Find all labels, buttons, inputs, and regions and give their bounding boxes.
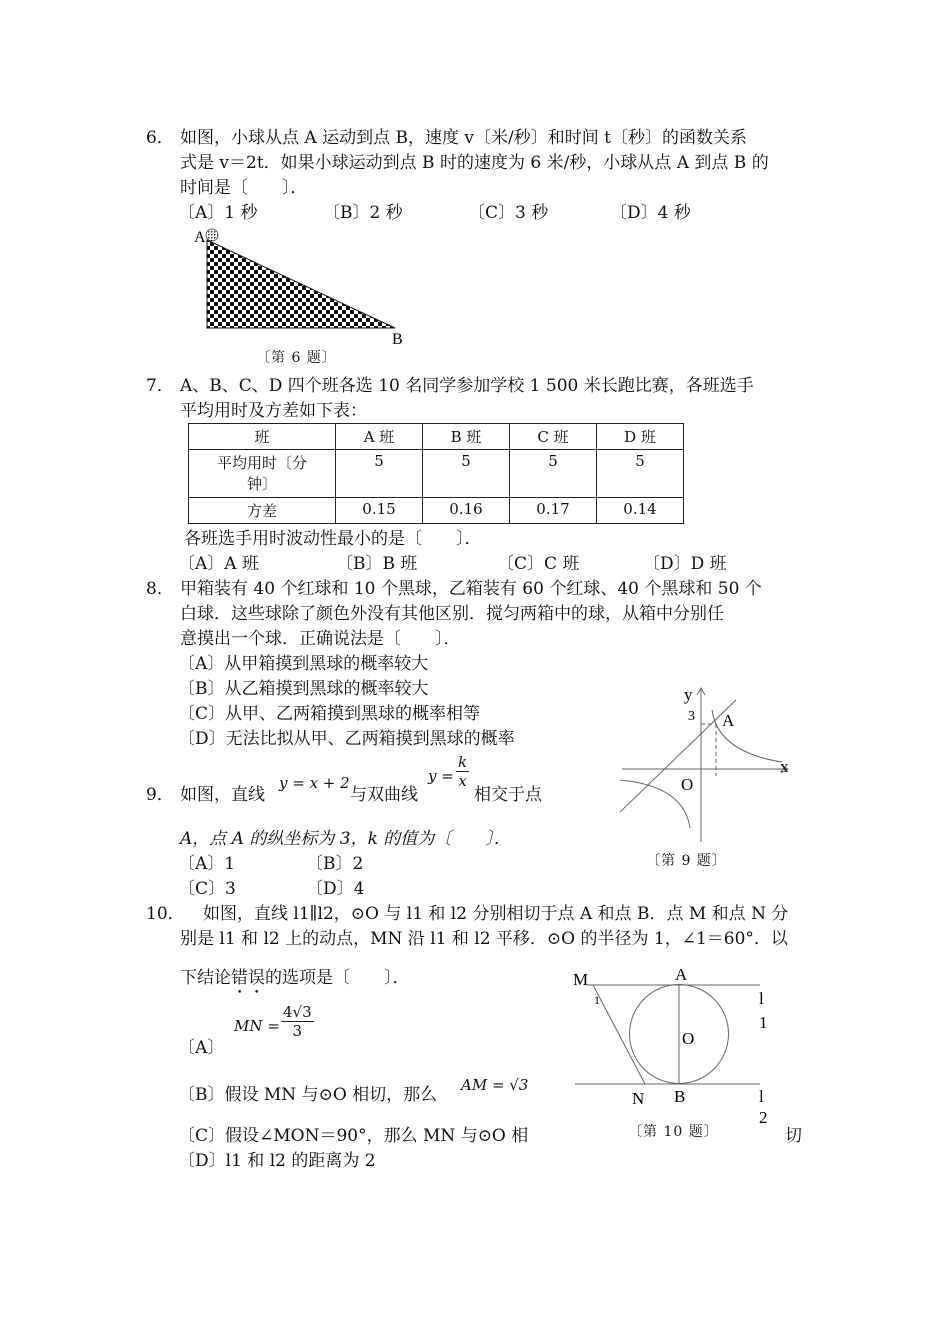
q8-option-a[interactable]: 〔A〕从甲箱摸到黑球的概率较大 bbox=[178, 654, 429, 674]
q7-option-d[interactable]: 〔D〕D 班 bbox=[643, 554, 727, 574]
fig10-label-l1-sub: 1 bbox=[759, 1013, 768, 1032]
q9-line2: A，点 A 的纵坐标为 3，k 的值为〔 〕． bbox=[180, 829, 511, 849]
fig9-label-3: 3 bbox=[688, 709, 695, 724]
q9-line1-pre: 如图，直线 bbox=[180, 785, 265, 805]
table-header-c: C 班 bbox=[510, 424, 597, 450]
segment-mn bbox=[593, 985, 645, 1084]
q7-option-c[interactable]: 〔C〕C 班 bbox=[497, 554, 580, 574]
q7-number: 7． bbox=[146, 376, 174, 396]
q9-hyperbola-fraction bbox=[456, 753, 469, 790]
fig6-label-b: B bbox=[392, 331, 403, 348]
q8-number: 8． bbox=[146, 579, 174, 599]
fig10-label-a: A bbox=[675, 965, 688, 984]
fig9-label-o: O bbox=[681, 775, 694, 794]
hyperbola-branch-2 bbox=[620, 780, 690, 828]
fig10-label-n: N bbox=[632, 1089, 645, 1108]
q10-option-a-label[interactable]: 〔A〕 bbox=[178, 1038, 225, 1058]
q8-line3: 意摸出一个球．正确说法是〔 〕． bbox=[180, 629, 461, 649]
q10-caption: 〔第 10 题〕 bbox=[628, 1124, 719, 1140]
q10-option-c[interactable]: 〔C〕假设∠MON＝90°，那么 MN 与⊙O 相 bbox=[178, 1126, 529, 1146]
fig10-label-angle-1: 1 bbox=[594, 993, 600, 1007]
slope-triangle bbox=[207, 240, 395, 328]
q10-line1: 如图，直线 l1∥l2，⊙O 与 l1 和 l2 分别相切于点 A 和点 B．点 M 和点 N 分 bbox=[203, 904, 789, 924]
q6-line2: 式是 v＝2t．如果小球运动到点 B 时的速度为 6 米/秒，小球从点 A 到点 B 的 bbox=[180, 153, 769, 173]
q8-line1: 甲箱装有 40 个红球和 10 个黑球，乙箱装有 60 个红球、40 个黑球和 50 个 bbox=[180, 579, 762, 599]
q7-line1: A、B、C、D 四个班各选 10 名同学参加学校 1 500 米长跑比赛，各班选手 bbox=[180, 376, 754, 396]
table-header-class: 班 bbox=[189, 424, 336, 450]
q6-caption: 〔第 6 题〕 bbox=[256, 350, 337, 366]
q6-option-a[interactable]: 〔A〕1 秒 bbox=[178, 203, 258, 223]
q8-option-c[interactable]: 〔C〕从甲、乙两箱摸到黑球的概率相等 bbox=[178, 704, 481, 724]
table-cell: 0.16 bbox=[423, 498, 510, 524]
q6-line1: 如图，小球从点 A 运动到点 B，速度 v〔米/秒〕和时间 t〔秒〕的函数关系 bbox=[180, 128, 747, 148]
q8-line2: 白球．这些球除了颜色外没有其他区别．搅匀两箱中的球，从箱中分别任 bbox=[180, 604, 724, 624]
fig10-label-o: O bbox=[682, 1029, 695, 1048]
frac-numerator: 4√3 bbox=[283, 1003, 312, 1021]
fig9-label-y: y bbox=[684, 685, 693, 704]
q10-emphasis-wrong: 错误 bbox=[231, 968, 265, 988]
fig10-label-m: M bbox=[573, 970, 589, 989]
q7-option-a[interactable]: 〔A〕A 班 bbox=[178, 554, 259, 574]
q10-option-d[interactable]: 〔D〕l1 和 l2 的距离为 2 bbox=[178, 1151, 376, 1171]
table-cell: 5 bbox=[597, 450, 684, 498]
q6-line3: 时间是〔 〕． bbox=[180, 178, 308, 198]
q6-option-d[interactable]: 〔D〕4 秒 bbox=[610, 203, 691, 223]
table-row bbox=[189, 498, 684, 524]
q9-line-equation: y = x + 2 bbox=[279, 774, 350, 792]
q10-figure-circle bbox=[565, 960, 795, 1130]
q6-number: 6． bbox=[146, 128, 174, 148]
line-y-x-plus-2 bbox=[620, 700, 736, 812]
q10-line2: 别是 l1 和 l2 上的动点，MN 沿 l1 和 l2 平移．⊙O 的半径为 1，∠1＝60°．以 bbox=[180, 929, 788, 949]
q9-line1-mid: 与双曲线 bbox=[350, 785, 418, 805]
table-row-label-variance: 方差 bbox=[189, 498, 336, 524]
q9-figure-graph bbox=[612, 680, 802, 850]
fig10-label-l1-letter: l bbox=[759, 989, 764, 1008]
table-cell: 0.14 bbox=[597, 498, 684, 524]
q9-line1-post: 相交于点 bbox=[474, 785, 542, 805]
q9-caption: 〔第 9 题〕 bbox=[646, 853, 727, 869]
table-row bbox=[189, 450, 684, 498]
q9-option-a[interactable]: 〔A〕1 bbox=[178, 854, 236, 874]
table-cell: 0.15 bbox=[336, 498, 423, 524]
table-row-label-mean: 平均用时〔分 钟〕 bbox=[189, 450, 336, 498]
q7-line2: 平均用时及方差如下表： bbox=[180, 401, 367, 421]
variance-table bbox=[188, 423, 684, 524]
q8-option-d[interactable]: 〔D〕无法比拟从甲、乙两箱摸到黑球的概率 bbox=[178, 729, 515, 749]
frac-denominator-x: x bbox=[458, 772, 467, 790]
table-header-a: A 班 bbox=[336, 424, 423, 450]
q9-number: 9． bbox=[146, 785, 174, 805]
table-cell: 5 bbox=[336, 450, 423, 498]
q9-hyperbola-y: y = bbox=[428, 767, 454, 785]
fig10-label-l2-letter: l bbox=[759, 1087, 764, 1106]
q10-option-b[interactable]: 〔B〕假设 MN 与⊙O 相切，那么 bbox=[178, 1085, 438, 1105]
q10-option-a-lhs: MN = bbox=[234, 1017, 280, 1035]
q10-option-c-tail: 切 bbox=[785, 1126, 802, 1146]
q6-option-b[interactable]: 〔B〕2 秒 bbox=[323, 203, 403, 223]
table-cell: 0.17 bbox=[510, 498, 597, 524]
q8-option-b[interactable]: 〔B〕从乙箱摸到黑球的概率较大 bbox=[178, 679, 429, 699]
q10-option-a-fraction bbox=[281, 1003, 314, 1040]
q6-option-c[interactable]: 〔C〕3 秒 bbox=[468, 203, 549, 223]
frac-denominator: 3 bbox=[292, 1022, 303, 1040]
table-header-d: D 班 bbox=[597, 424, 684, 450]
table-row bbox=[189, 424, 684, 450]
q10-line3: 下结论错误的选项是〔 〕． bbox=[180, 968, 410, 988]
q10-number: 10． bbox=[146, 904, 185, 924]
fig10-label-l2-sub: 2 bbox=[759, 1108, 768, 1127]
ball-icon bbox=[206, 229, 218, 241]
frac-numerator-k: k bbox=[458, 753, 468, 771]
q7-option-b[interactable]: 〔B〕B 班 bbox=[336, 554, 418, 574]
table-cell: 5 bbox=[423, 450, 510, 498]
fig9-label-a: A bbox=[722, 711, 735, 730]
table-cell: 5 bbox=[510, 450, 597, 498]
q9-option-d[interactable]: 〔D〕4 bbox=[306, 879, 365, 899]
fig9-label-x: x bbox=[780, 757, 789, 776]
q9-option-b[interactable]: 〔B〕2 bbox=[306, 854, 364, 874]
q10-option-b-eq: AM = √3 bbox=[461, 1076, 529, 1094]
fig6-label-a: A bbox=[194, 229, 206, 246]
fig10-label-b: B bbox=[674, 1087, 686, 1106]
q7-question: 各班选手用时波动性最小的是〔 〕． bbox=[184, 529, 482, 549]
q9-option-c[interactable]: 〔C〕3 bbox=[178, 879, 236, 899]
table-header-b: B 班 bbox=[423, 424, 510, 450]
